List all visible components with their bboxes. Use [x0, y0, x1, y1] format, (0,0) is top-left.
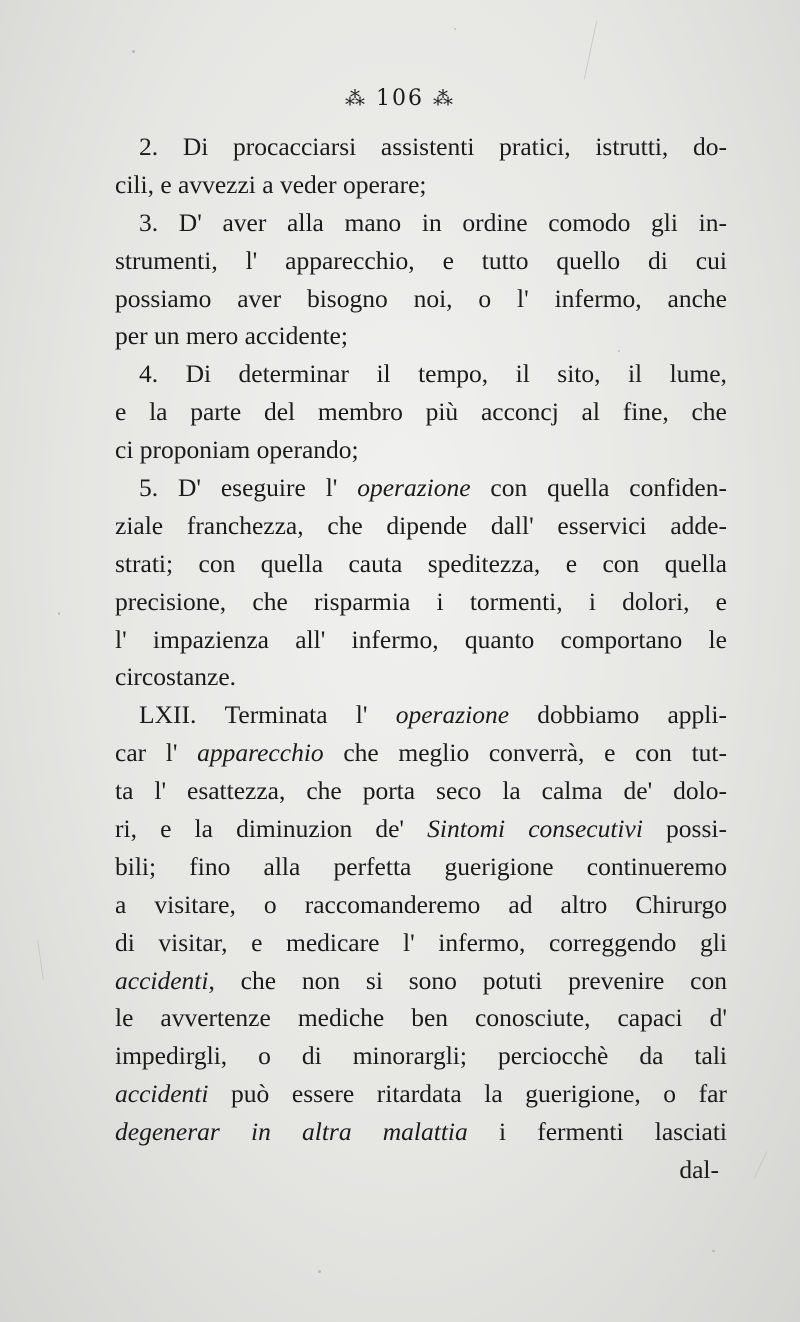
word: conosciute, — [475, 1003, 591, 1033]
word: proponiam — [139, 435, 257, 465]
paper-speck — [454, 28, 456, 30]
word: visitar, — [158, 927, 228, 957]
word: o — [663, 1079, 677, 1109]
paper-speck — [58, 612, 60, 615]
word — [115, 1075, 208, 1113]
word: i — [498, 1117, 507, 1147]
word: esattezza, — [187, 776, 286, 806]
word — [427, 810, 505, 848]
word: noi, — [413, 283, 453, 313]
word: a — [115, 889, 127, 919]
italic-term: consecutivi — [528, 814, 643, 844]
word: del — [263, 397, 296, 427]
word: che — [343, 738, 379, 768]
word: quella — [547, 473, 610, 503]
word: il — [515, 359, 530, 389]
word: dolo- — [673, 776, 727, 806]
word: alla — [287, 207, 324, 237]
text-line — [115, 280, 727, 318]
word: e — [160, 169, 179, 199]
word: D' — [178, 207, 202, 237]
word: con — [490, 473, 528, 503]
word: comodo — [548, 207, 631, 237]
paper-speck — [712, 1250, 715, 1252]
word: cili, — [115, 169, 161, 199]
word: 4. — [139, 359, 159, 389]
word: la — [194, 814, 213, 844]
word: alla — [263, 851, 301, 881]
word: un — [153, 321, 186, 351]
word: dolori, — [622, 586, 690, 616]
word: lume, — [669, 359, 727, 389]
text-line — [115, 1113, 727, 1151]
word: che — [240, 965, 277, 995]
word: Chirurgo — [635, 889, 727, 919]
text-line — [115, 1075, 727, 1113]
word: operando; — [256, 435, 359, 465]
text-line — [115, 393, 727, 431]
italic-term: operazione — [357, 473, 471, 503]
word: guerigione — [444, 851, 554, 881]
word: più — [425, 397, 459, 427]
word — [251, 1113, 271, 1151]
word: LXII. — [139, 700, 197, 730]
word: e — [565, 548, 578, 578]
word: impedirgli, — [115, 1041, 228, 1071]
ornament-left-icon: ⁂ — [345, 86, 367, 110]
word: bisogno — [306, 283, 388, 313]
text-line — [115, 810, 727, 848]
word: la — [484, 1079, 503, 1109]
word: in- — [698, 207, 727, 237]
word — [396, 696, 509, 734]
word: mano — [344, 207, 402, 237]
word: il — [627, 359, 643, 389]
word: perfetta — [333, 851, 412, 881]
word: comportano — [560, 624, 683, 654]
word: mero — [185, 321, 245, 351]
word: tormenti, — [469, 586, 563, 616]
word: e — [115, 397, 127, 427]
text-line — [115, 355, 727, 393]
text-line — [115, 658, 727, 696]
word: strumenti, — [115, 245, 218, 275]
word: perciocchè — [497, 1041, 609, 1071]
word: che — [252, 586, 288, 616]
word: infermo, — [554, 283, 642, 313]
word: ben — [411, 1003, 449, 1033]
word: aver — [237, 283, 282, 313]
word: cui — [695, 245, 727, 275]
word: al — [581, 397, 600, 427]
word: avvertenze — [160, 1003, 271, 1033]
word: assistenti — [380, 132, 475, 161]
word: visitare, — [154, 889, 236, 919]
word: do- — [693, 132, 727, 161]
word: diminuzion — [236, 814, 353, 844]
word: la — [502, 776, 521, 806]
text-line — [115, 431, 727, 469]
italic-term: Sintomi — [427, 814, 506, 844]
word: tempo, — [418, 359, 489, 389]
word: prevenire — [568, 965, 665, 995]
word — [197, 734, 324, 772]
word: può — [231, 1079, 270, 1109]
word: possiamo — [115, 283, 212, 313]
text-line — [115, 848, 727, 886]
word — [383, 1113, 468, 1151]
text-line — [115, 166, 727, 204]
word: gli — [700, 927, 727, 957]
word: cauta — [348, 548, 403, 578]
body-text — [115, 128, 727, 1189]
word: non — [301, 965, 341, 995]
word: ad — [508, 889, 533, 919]
text-line — [115, 317, 727, 355]
word: e — [442, 245, 454, 275]
word: in — [421, 207, 442, 237]
paper-speck — [318, 1270, 321, 1273]
word: circostanze. — [115, 662, 237, 692]
text-line — [115, 886, 727, 924]
text-line — [115, 469, 727, 507]
word: membro — [317, 397, 403, 427]
word: l' — [355, 700, 368, 730]
word: l' — [403, 927, 415, 957]
word: la — [149, 397, 168, 427]
word: Di — [185, 359, 212, 389]
paper-fiber — [754, 1151, 768, 1179]
italic-term: degenerar — [115, 1117, 220, 1147]
word: dipende — [386, 510, 468, 540]
word: per — [115, 321, 154, 351]
word: precisione, — [115, 586, 227, 616]
word: medicare — [286, 927, 380, 957]
word — [528, 810, 643, 848]
word: essere — [291, 1079, 355, 1109]
word: pratici, — [499, 132, 571, 161]
word: minorargli; — [352, 1041, 467, 1071]
word: da — [639, 1041, 664, 1071]
word: di — [648, 245, 668, 275]
word: istrutti, — [595, 132, 669, 161]
word: 2. — [139, 132, 159, 161]
word: mediche — [297, 1003, 385, 1033]
word: capaci — [617, 1003, 683, 1033]
word: i — [436, 586, 444, 616]
ornament-right-icon: ⁂ — [433, 86, 455, 110]
word: acconcj — [480, 397, 559, 427]
word: adde- — [670, 510, 727, 540]
word: infermo, — [351, 624, 439, 654]
word: D' — [177, 473, 201, 503]
word: apparecchio, — [285, 245, 415, 275]
word: confiden- — [629, 473, 727, 503]
word: eseguire — [220, 473, 306, 503]
word: strati; — [115, 548, 174, 578]
word: seco — [436, 776, 482, 806]
word: de' — [623, 776, 653, 806]
word: con — [198, 548, 236, 578]
word: dobbiamo — [537, 700, 640, 730]
word: l' — [115, 624, 127, 654]
word: calma — [541, 776, 603, 806]
word: guerigione, — [525, 1079, 641, 1109]
text-line — [115, 999, 727, 1037]
word: a — [262, 169, 280, 199]
word: le — [708, 624, 727, 654]
word: tali — [694, 1041, 727, 1071]
word: e — [251, 927, 263, 957]
italic-term: in — [250, 1117, 271, 1147]
word: infermo, — [438, 927, 526, 957]
word: risparmia — [314, 586, 411, 616]
word: determinar — [238, 359, 349, 389]
word: ritardata — [376, 1079, 462, 1109]
word: car — [115, 738, 147, 768]
word: ziale — [115, 510, 164, 540]
text-line — [115, 545, 727, 583]
word: potuti — [482, 965, 543, 995]
word: veder — [279, 169, 343, 199]
word: con — [635, 738, 672, 768]
word: sono — [408, 965, 457, 995]
word: porta — [362, 776, 416, 806]
word: Terminata — [224, 700, 328, 730]
word: meglio — [398, 738, 470, 768]
word: lasciati — [654, 1117, 727, 1147]
paper-speck — [132, 50, 135, 53]
word: aver — [222, 207, 267, 237]
word: converrà, — [488, 738, 585, 768]
word: ta — [115, 776, 134, 806]
text-line — [115, 583, 727, 621]
text-line — [115, 621, 727, 659]
word: fino — [189, 851, 231, 881]
word — [357, 469, 470, 507]
word: d' — [709, 1003, 727, 1033]
word: fine, — [622, 397, 669, 427]
word: e — [715, 586, 727, 616]
word: altro — [560, 889, 608, 919]
word: e — [160, 814, 172, 844]
word: ri, — [115, 814, 137, 844]
italic-term: operazione — [395, 700, 510, 730]
word: si — [365, 965, 383, 995]
word: ci — [115, 435, 140, 465]
word: di — [115, 927, 135, 957]
word — [115, 1113, 220, 1151]
text-line — [115, 924, 727, 962]
word: possi- — [666, 814, 727, 844]
word: gli — [651, 207, 678, 237]
word: Di — [182, 132, 209, 161]
word: parte — [190, 397, 242, 427]
page-number: 106 — [376, 86, 424, 111]
word: l' — [325, 473, 338, 503]
word: esservici — [557, 510, 647, 540]
text-line — [115, 128, 727, 166]
paper-fiber — [584, 21, 597, 80]
word: procacciarsi — [233, 132, 357, 161]
word: l' — [245, 245, 258, 275]
word — [302, 1113, 352, 1151]
word: franchezza, — [186, 510, 304, 540]
text-line — [115, 962, 727, 1000]
word: le — [115, 1003, 134, 1033]
word: bili; — [115, 851, 157, 881]
word: quella — [260, 548, 324, 578]
word: tut- — [691, 738, 727, 768]
text-line — [115, 1037, 727, 1075]
word: con — [602, 548, 640, 578]
word: sito, — [557, 359, 601, 389]
word: 5. — [139, 473, 159, 503]
word: che — [306, 776, 342, 806]
text-line — [115, 734, 727, 772]
word: impazienza — [152, 624, 270, 654]
text-line — [115, 204, 727, 242]
paper-fiber — [37, 940, 44, 980]
italic-term: altra — [302, 1117, 352, 1147]
text-line — [115, 772, 727, 810]
word: avvezzi — [178, 169, 263, 199]
word: i — [588, 586, 596, 616]
word: correggendo — [548, 927, 677, 957]
catchword — [115, 1151, 727, 1189]
italic-term: accidenti — [115, 1079, 209, 1109]
word: raccomanderemo — [304, 889, 481, 919]
word: l' — [165, 738, 178, 768]
word: accidenti, — [115, 965, 215, 995]
word: far — [698, 1079, 727, 1109]
word: anche — [667, 283, 727, 313]
word: 3. — [139, 207, 159, 237]
word: de' — [375, 814, 405, 844]
word: con — [690, 965, 727, 995]
word: o — [478, 283, 492, 313]
word: l' — [517, 283, 529, 313]
text-line — [115, 696, 727, 734]
word: quello — [556, 245, 621, 275]
italic-term: malattia — [382, 1117, 468, 1147]
word: ordine — [462, 207, 528, 237]
word: tutto — [481, 245, 529, 275]
word: di — [301, 1041, 322, 1071]
text-line — [115, 507, 727, 545]
word: o — [258, 1041, 271, 1071]
word: dall' — [490, 510, 534, 540]
catchword-text: dal- — [679, 1155, 719, 1185]
word: l' — [154, 776, 167, 806]
word: o — [263, 889, 277, 919]
word: operare; — [342, 169, 427, 199]
word: che — [327, 510, 363, 540]
italic-term: accidenti — [115, 965, 209, 995]
word: il — [376, 359, 391, 389]
word: all' — [295, 624, 326, 654]
word: quella — [664, 548, 727, 578]
word: accidente; — [244, 321, 348, 351]
page-header — [0, 86, 800, 111]
word: speditezza, — [427, 548, 541, 578]
italic-term: apparecchio — [197, 738, 324, 768]
word: fermenti — [537, 1117, 624, 1147]
word: continueremo — [586, 851, 727, 881]
word: quanto — [464, 624, 535, 654]
word: appli- — [667, 700, 727, 730]
word: che — [691, 397, 727, 427]
word: e — [604, 738, 616, 768]
text-line — [115, 242, 727, 280]
